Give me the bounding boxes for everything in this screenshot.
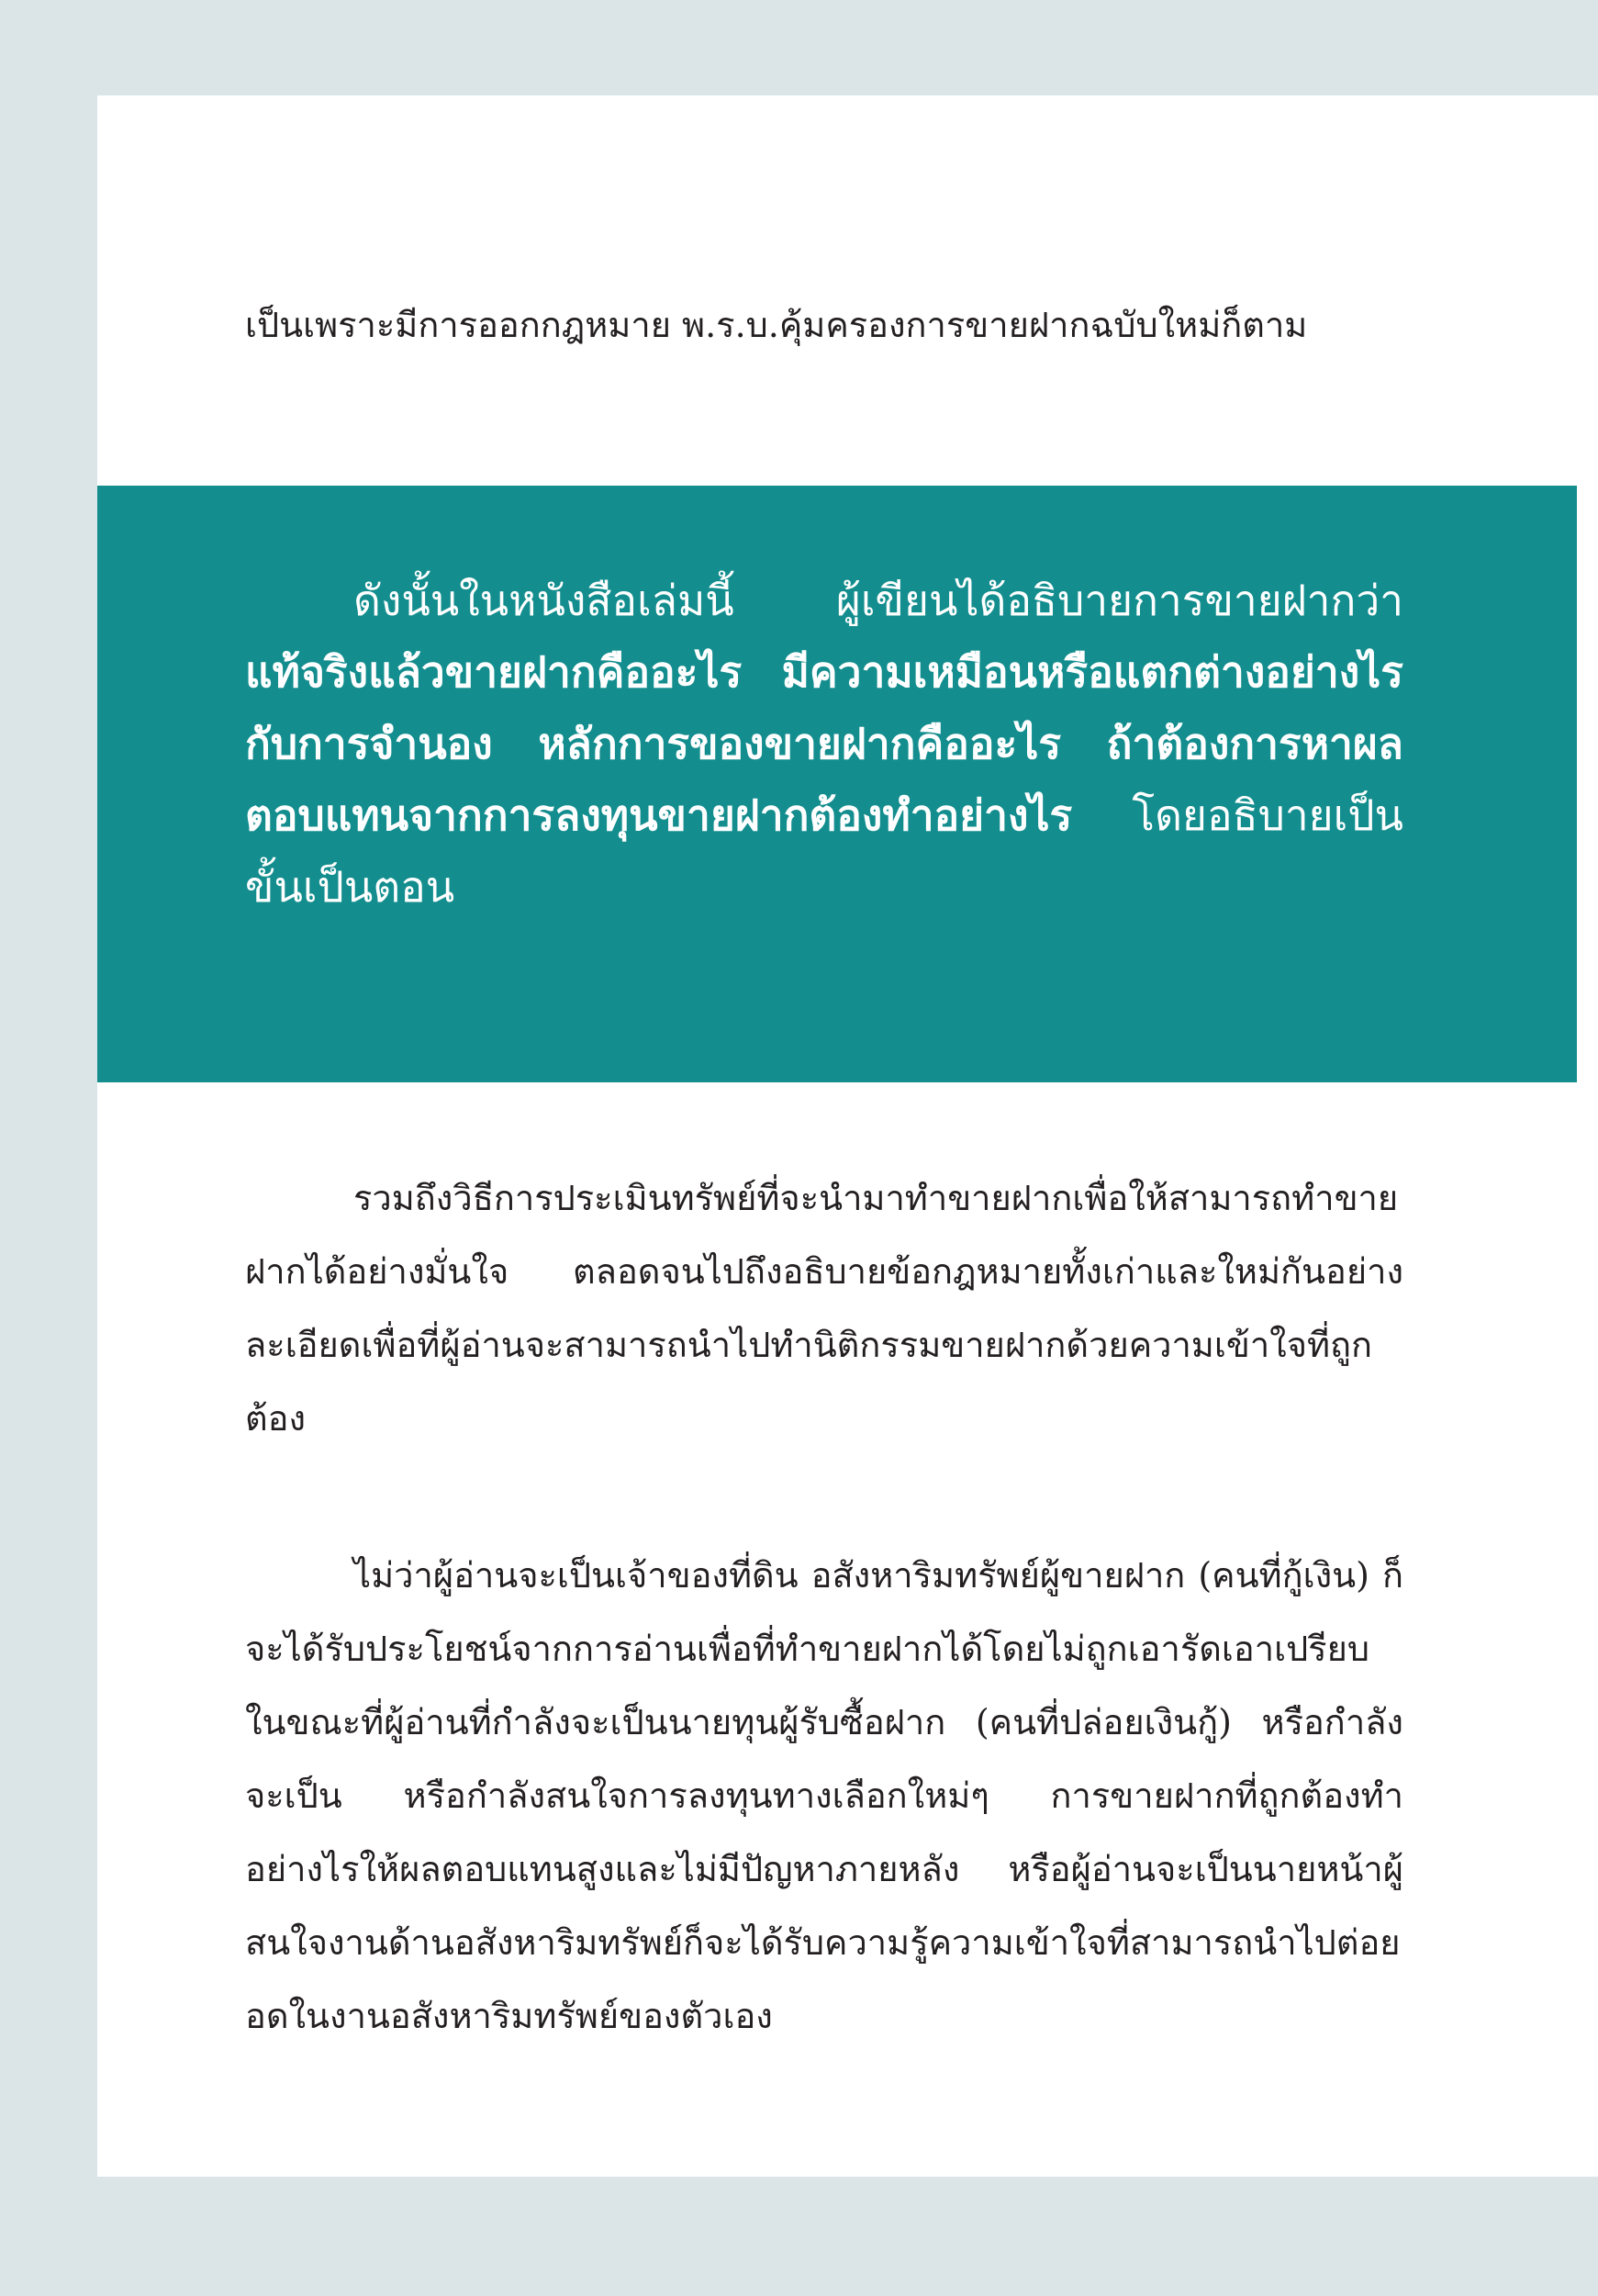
highlight-bold: แท้จริงแล้วขายฝากคืออะไร มีความเหมือนหรือแตกต่างอย่างไรกับการจำนอง หลักการของขายฝากคืออะไร ถ้าต้องการหาผลตอบแทนจากการลงทุนขายฝากต้องทำอย่างไร [245,647,1403,840]
highlight-tail: โดยอธิบายเป็นขั้นเป็นตอน [245,790,1403,912]
highlight-lead: ดังนั้นในหนังสือเล่มนี้ ผู้เขียนได้อธิบายการขายฝากว่า [353,576,1403,625]
body-paragraph-2: ไม่ว่าผู้อ่านจะเป็นเจ้าของที่ดิน อสังหาริมทรัพย์ผู้ขายฝาก (คนที่กู้เงิน) ก็จะได้รับประโยชน์จากการอ่านเพื่อที่ทำขายฝากได้โดยไม่ถูกเอารัดเอาเปรียบ ในขณะที่ผู้อ่านที่กำลังจะเป็นนายทุนผู้รับซื้อฝาก (คนที่ปล่อยเงินกู้) หรือกำลังจะเป็น หรือกำลังสนใจการลงทุนทางเลือกใหม่ๆ การขายฝากที่ถูกต้องทำอย่างไรให้ผลตอบแทนสูงและไม่มีปัญหาภายหลัง หรือผู้อ่านจะเป็นนายหน้าผู้สนใจงานด้านอสังหาริมทรัพย์ก็จะได้รับความรู้ความเข้าใจที่สามารถนำไปต่อยอดในงานอสังหาริมทรัพย์ของตัวเอง [245,1555,1403,2036]
intro-text: เป็นเพราะมีการออกกฎหมาย พ.ร.บ.คุ้มครองการขายฝากฉบับใหม่ก็ตาม [245,305,1308,345]
body-paragraph-1: รวมถึงวิธีการประเมินทรัพย์ที่จะนำมาทำขายฝากเพื่อให้สามารถทำขายฝากได้อย่างมั่นใจ ตลอดจนไปถึงอธิบายข้อกฎหมายทั้งเก่าและใหม่กันอย่างละเอียดเพื่อที่ผู้อ่านจะสามารถนำไปทำนิติกรรมขายฝากด้วยความเข้าใจที่ถูกต้อง [245,1178,1403,1439]
book-page [97,95,1598,2177]
highlight-paragraph [245,565,1403,923]
highlight-box [97,486,1577,1082]
